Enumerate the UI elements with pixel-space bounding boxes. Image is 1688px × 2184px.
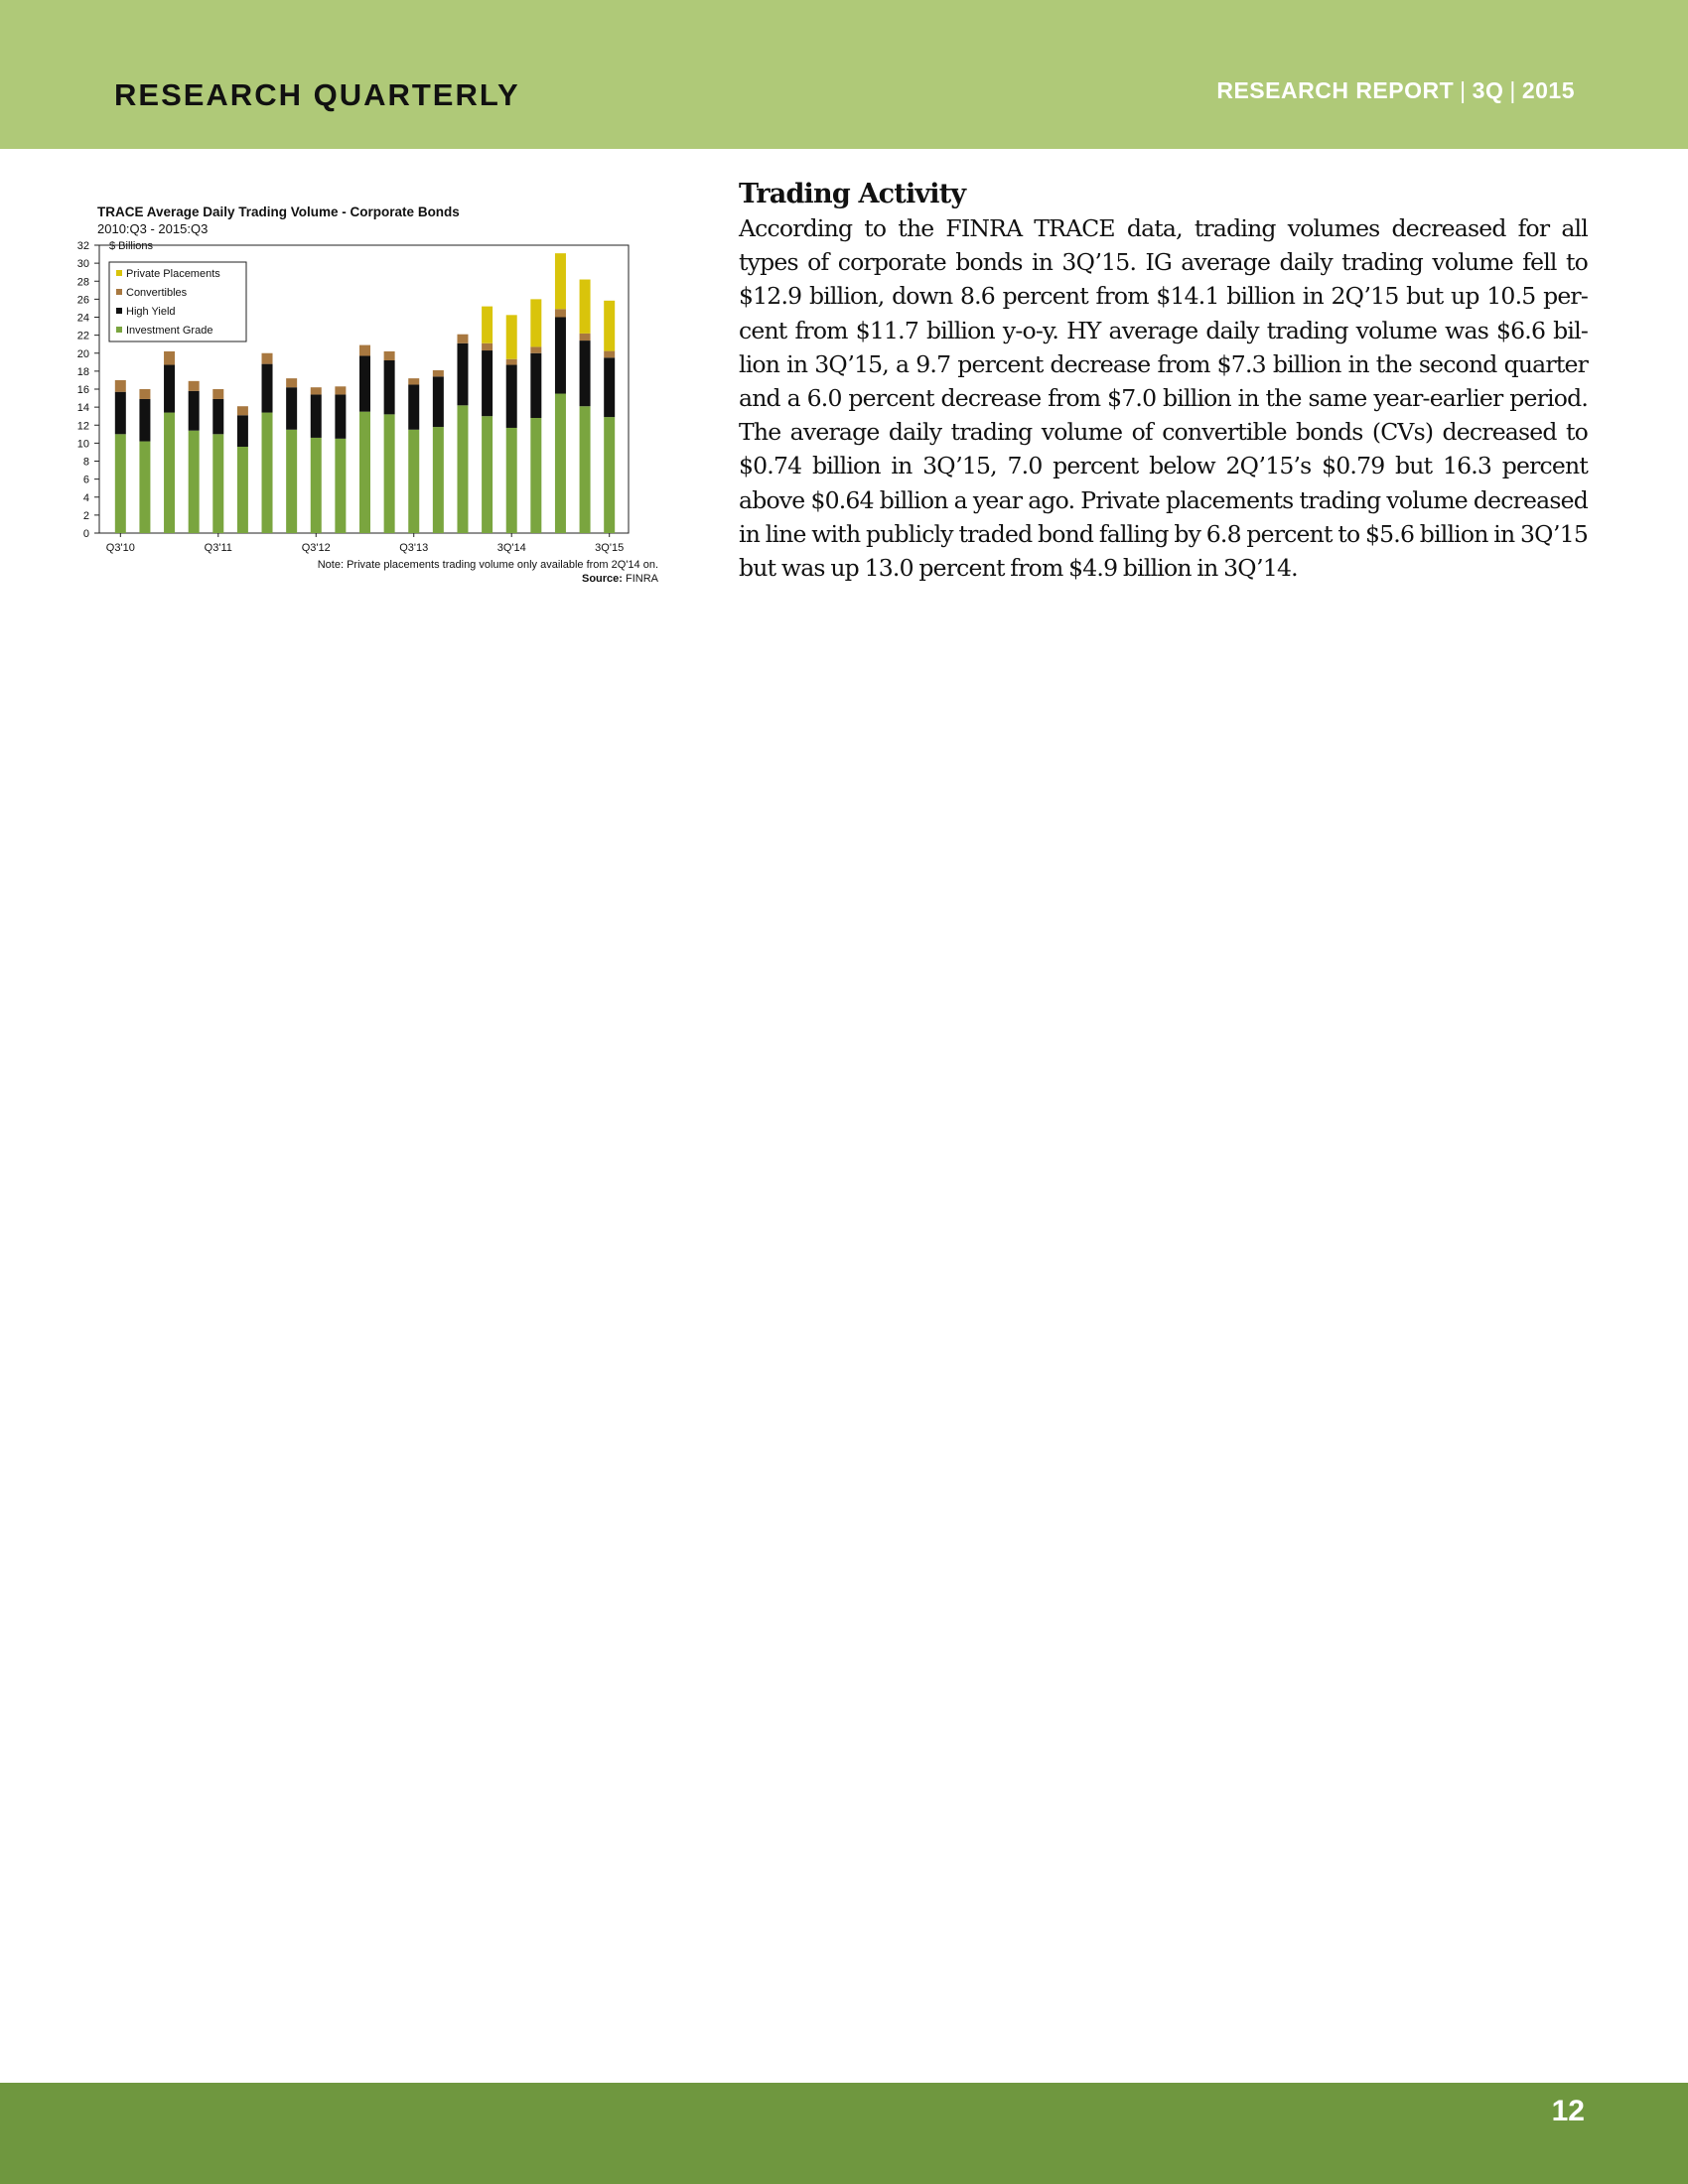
bar-convertibles [433,370,444,376]
x-tick-label: Q3'12 [301,542,331,554]
x-tick-label: Q3'13 [399,542,429,554]
bar-convertibles [580,334,591,341]
bar-convertibles [115,380,126,392]
bar-investment-grade [164,413,175,533]
bar-investment-grade [189,431,200,533]
bar-investment-grade [457,405,468,533]
article [739,179,1588,585]
bar-convertibles [604,351,615,358]
bar-convertibles [237,406,248,415]
bar-high-yield [506,365,517,428]
bar-private-placements [530,299,541,346]
bar-investment-grade [212,434,223,533]
y-axis-label: $ Billions [109,240,154,252]
y-tick-label: 22 [76,330,89,342]
bar-investment-grade [433,427,444,533]
page-number: 12 [1551,2095,1585,2127]
y-tick-label: 20 [76,347,89,360]
bar-high-yield [530,353,541,418]
bar-high-yield [286,387,297,430]
bar-high-yield [311,394,322,438]
chart-title: TRACE Average Daily Trading Volume - Corporate Bonds [97,205,460,219]
bar-high-yield [139,399,150,442]
bar-investment-grade [286,430,297,533]
bar-convertibles [555,309,566,317]
bar-investment-grade [115,434,126,533]
legend-swatch [116,270,122,276]
article-body: According to the FINRA TRACE data, trading volumes decreased for all types of corporate bonds in 3Q’15. IG average daily trading volume fell to $12.9 billion, down 8.6 percent from $14.1 billion in 2Q’15 but up 10.5 per- cent from $11.7 billion y-o-y. HY average daily trading volume was $6.6 bil- lion in 3Q’15, a 9.7 percent decrease from $7.3 billion in the second quarter and a 6.0 percent decrease from $7.0 billion in the same year-earlier period. The average daily trading volume of convertible bonds (CVs) decreased to $0.74 billion in 3Q’15, 7.0 percent below 2Q’15’s $0.79 but 16.3 percent above $0.64 billion a year ago. Private placements trading volume decreased in line with publicly traded bond falling by 6.8 percent to $5.6 billion in 3Q’15 but was up 13.0 percent from $4.9 billion in 3Q’14. [739,214,1588,583]
bar-convertibles [359,345,370,356]
source-label: Source: [581,573,626,585]
x-tick-label: Q3'11 [204,542,232,554]
bar-high-yield [335,394,346,438]
bar-convertibles [506,359,517,365]
legend-entry: High Yield [126,306,176,318]
bar-convertibles [311,387,322,394]
bar-convertibles [164,351,175,365]
legend-entry: Private Placements [126,268,220,280]
legend-swatch [116,289,122,295]
bar-investment-grade [506,428,517,533]
bar-high-yield [555,318,566,394]
y-tick-label: 14 [76,402,89,415]
bar-investment-grade [530,418,541,533]
bar-investment-grade [335,439,346,533]
y-tick-label: 26 [76,294,89,307]
bar-high-yield [457,343,468,406]
bar-convertibles [457,335,468,343]
bar-high-yield [115,392,126,435]
bar-high-yield [189,391,200,431]
bar-high-yield [433,376,444,427]
bar-investment-grade [359,412,370,533]
bar-convertibles [335,386,346,394]
bar-high-yield [604,357,615,417]
bar-convertibles [482,343,492,350]
bar-high-yield [212,399,223,434]
bar-high-yield [359,355,370,411]
y-tick-label: 24 [76,312,89,325]
publication-title: RESEARCH QUARTERLY [114,77,520,112]
y-tick-label: 28 [76,276,89,289]
y-tick-label: 0 [82,528,89,540]
y-tick-label: 6 [82,474,89,486]
source-name: FINRA [626,573,658,585]
legend-entry: Investment Grade [126,325,213,337]
bar-convertibles [262,353,273,364]
trading-volume-chart [60,199,675,596]
bar-investment-grade [139,442,150,533]
bar-convertibles [384,351,395,360]
chart-canvas [60,199,675,596]
bar-private-placements [482,307,492,343]
y-tick-label: 18 [76,365,89,378]
legend-swatch [116,327,122,333]
y-tick-label: 30 [76,258,89,271]
article-heading: Trading Activity [739,179,966,209]
bar-investment-grade [408,430,419,533]
bar-investment-grade [555,394,566,533]
x-tick-label: Q3'10 [105,542,135,554]
y-tick-label: 12 [76,420,89,433]
separator: | [1509,77,1516,103]
report-name: RESEARCH REPORT [1216,77,1455,103]
bar-investment-grade [384,414,395,533]
bar-private-placements [604,301,615,351]
bar-high-yield [384,360,395,414]
bar-high-yield [164,365,175,413]
page-header [0,0,1688,149]
bar-convertibles [139,389,150,399]
page-footer [0,2083,1688,2184]
bar-investment-grade [262,413,273,533]
y-tick-label: 2 [82,509,89,522]
legend-entry: Convertibles [126,287,188,299]
separator: | [1460,77,1467,103]
legend-swatch [116,308,122,314]
bar-private-placements [555,253,566,309]
x-tick-label: 3Q'14 [496,542,526,554]
report-label [1216,77,1575,104]
bar-convertibles [189,381,200,391]
bar-high-yield [408,384,419,429]
report-year: 2015 [1521,77,1575,103]
chart-subtitle: 2010:Q3 - 2015:Q3 [97,221,209,236]
bar-high-yield [262,364,273,413]
bar-investment-grade [311,438,322,533]
bar-investment-grade [237,447,248,533]
y-tick-label: 16 [76,384,89,396]
bar-investment-grade [604,417,615,533]
chart-note: Note: Private placements trading volume only available from 2Q'14 on. [317,559,658,571]
bar-convertibles [212,389,223,399]
y-tick-label: 8 [82,456,89,469]
bar-high-yield [237,415,248,447]
bar-high-yield [580,341,591,406]
bar-convertibles [530,346,541,352]
y-tick-label: 10 [76,438,89,451]
bar-private-placements [580,280,591,334]
x-tick-label: 3Q'15 [595,542,625,554]
report-quarter: 3Q [1472,77,1504,103]
y-tick-label: 32 [76,240,89,252]
bar-private-placements [506,315,517,358]
bar-convertibles [286,378,297,387]
bar-investment-grade [482,416,492,533]
bar-convertibles [408,378,419,384]
chart-source [582,573,659,585]
bar-high-yield [482,350,492,416]
bar-investment-grade [580,406,591,533]
y-tick-label: 4 [82,491,89,504]
